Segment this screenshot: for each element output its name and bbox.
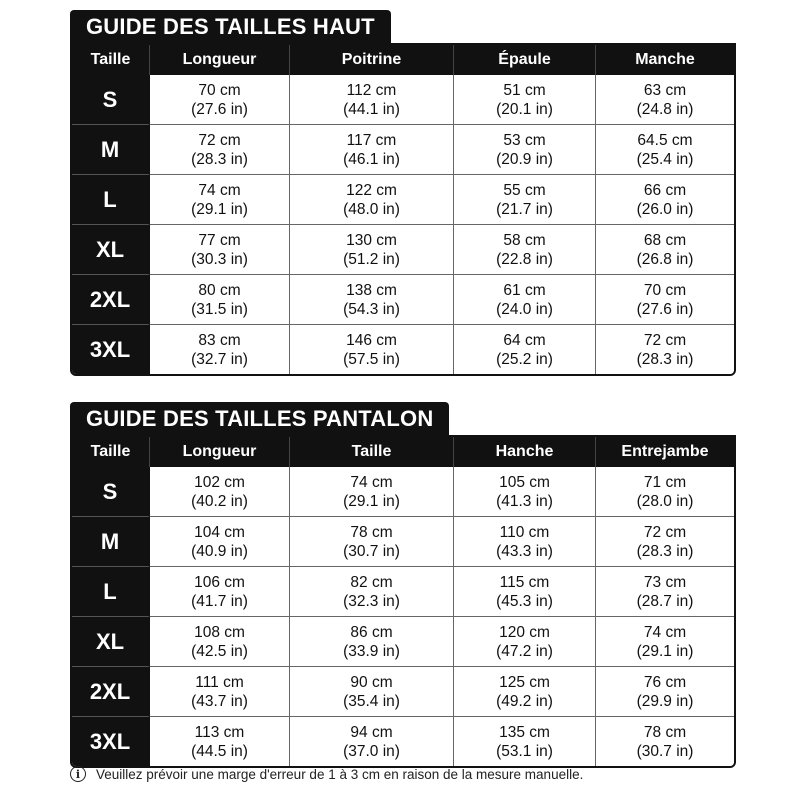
column-header: Poitrine (290, 45, 454, 75)
column-header: Taille (290, 437, 454, 467)
measurement-cm: 72 cm (643, 523, 687, 541)
size-label: 2XL (72, 275, 150, 325)
measurement-in: (20.1 in) (496, 100, 553, 118)
measurement-cm: 68 cm (643, 231, 687, 249)
measurement-cell (454, 467, 596, 517)
top-size-table (70, 43, 736, 376)
measurement-cell (454, 75, 596, 125)
column-header: Taille (72, 45, 150, 75)
measurement-in: (29.1 in) (636, 642, 694, 660)
measurement-cm: 70 cm (643, 281, 687, 299)
measurement-cell (454, 517, 596, 567)
measurement-in: (33.9 in) (343, 642, 400, 660)
measurement-cell (290, 717, 454, 766)
measurement-cell (150, 667, 290, 717)
measurement-cm: 112 cm (346, 81, 397, 99)
measurement-cm: 130 cm (346, 231, 397, 249)
measurement-cm: 58 cm (503, 231, 546, 249)
measurement-cm: 51 cm (503, 81, 546, 99)
measurement-in: (42.5 in) (191, 642, 248, 660)
measurement-cell (596, 225, 734, 275)
measurement-in: (24.8 in) (636, 100, 694, 118)
table-row (72, 717, 734, 766)
measurement-in: (47.2 in) (496, 642, 553, 660)
measurement-cm: 135 cm (499, 723, 550, 741)
measurement-cm: 104 cm (194, 523, 245, 541)
measurement-in: (29.1 in) (343, 492, 400, 510)
measurement-cell (596, 275, 734, 325)
measurement-cell (290, 275, 454, 325)
measurement-cell (150, 517, 290, 567)
size-label: L (72, 567, 150, 617)
measurement-cell (596, 717, 734, 766)
measurement-cell (290, 325, 454, 374)
measurement-in: (28.3 in) (636, 350, 694, 368)
measurement-in: (43.7 in) (191, 692, 248, 710)
table-row (72, 517, 734, 567)
table-row (72, 667, 734, 717)
measurement-in: (45.3 in) (496, 592, 553, 610)
measurement-in: (28.0 in) (636, 492, 694, 510)
measurement-cell (596, 175, 734, 225)
measurement-in: (53.1 in) (496, 742, 553, 760)
measurement-cell (290, 225, 454, 275)
measurement-in: (27.6 in) (636, 300, 694, 318)
measurement-cell (596, 325, 734, 374)
measurement-in: (28.7 in) (636, 592, 694, 610)
table-header-row (72, 437, 734, 467)
measurement-cm: 105 cm (499, 473, 550, 491)
measurement-note (70, 766, 583, 782)
measurement-in: (27.6 in) (191, 100, 248, 118)
measurement-cm: 108 cm (194, 623, 245, 641)
measurement-cell (454, 175, 596, 225)
column-header: Épaule (454, 45, 596, 75)
measurement-cm: 78 cm (350, 523, 393, 541)
measurement-cell (150, 175, 290, 225)
measurement-in: (22.8 in) (496, 250, 553, 268)
measurement-in: (32.7 in) (191, 350, 248, 368)
measurement-cm: 63 cm (643, 81, 687, 99)
measurement-cell (596, 567, 734, 617)
size-label: S (72, 467, 150, 517)
size-label: S (72, 75, 150, 125)
measurement-cm: 72 cm (198, 131, 241, 149)
measurement-in: (46.1 in) (343, 150, 400, 168)
table-row (72, 467, 734, 517)
measurement-cm: 74 cm (643, 623, 687, 641)
table-row (72, 225, 734, 275)
measurement-cell (150, 225, 290, 275)
measurement-cell (596, 667, 734, 717)
measurement-cell (290, 75, 454, 125)
measurement-cell (150, 125, 290, 175)
measurement-in: (40.9 in) (191, 542, 248, 560)
measurement-in: (28.3 in) (191, 150, 248, 168)
size-label: 3XL (72, 717, 150, 766)
size-label: L (72, 175, 150, 225)
measurement-cell (150, 717, 290, 766)
measurement-cm: 72 cm (643, 331, 687, 349)
column-header: Longueur (150, 45, 290, 75)
measurement-note-text: Veuillez prévoir une marge d'erreur de 1 à 3 cm en raison de la mesure manuelle. (96, 766, 584, 782)
measurement-cm: 117 cm (346, 131, 397, 149)
measurement-cm: 113 cm (194, 723, 245, 741)
measurement-in: (43.3 in) (496, 542, 553, 560)
column-header: Taille (72, 437, 150, 467)
column-header: Hanche (454, 437, 596, 467)
pants-size-guide (70, 402, 732, 768)
measurement-in: (32.3 in) (343, 592, 400, 610)
measurement-cell (290, 617, 454, 667)
measurement-in: (44.5 in) (191, 742, 248, 760)
measurement-in: (49.2 in) (496, 692, 553, 710)
measurement-cell (290, 125, 454, 175)
measurement-cell (290, 567, 454, 617)
measurement-cm: 110 cm (499, 523, 550, 541)
measurement-cell (454, 325, 596, 374)
table-row (72, 125, 734, 175)
measurement-in: (40.2 in) (191, 492, 248, 510)
measurement-cm: 74 cm (350, 473, 393, 491)
table-row (72, 567, 734, 617)
measurement-cm: 115 cm (499, 573, 550, 591)
measurement-cell (150, 467, 290, 517)
pants-size-guide-title: GUIDE DES TAILLES PANTALON (70, 402, 449, 435)
top-size-guide-title: GUIDE DES TAILLES HAUT (70, 10, 391, 43)
measurement-cm: 80 cm (198, 281, 241, 299)
measurement-in: (26.8 in) (636, 250, 694, 268)
column-header: Entrejambe (596, 437, 734, 467)
measurement-in: (31.5 in) (191, 300, 248, 318)
measurement-cm: 77 cm (198, 231, 241, 249)
measurement-cell (150, 567, 290, 617)
measurement-cm: 64.5 cm (637, 131, 693, 149)
measurement-in: (57.5 in) (343, 350, 400, 368)
measurement-cell (150, 275, 290, 325)
measurement-cm: 55 cm (503, 181, 546, 199)
measurement-in: (41.3 in) (496, 492, 553, 510)
pants-size-table (70, 435, 736, 768)
measurement-cell (454, 275, 596, 325)
measurement-in: (41.7 in) (191, 592, 248, 610)
measurement-cell (290, 175, 454, 225)
measurement-cm: 138 cm (346, 281, 397, 299)
measurement-in: (21.7 in) (496, 200, 553, 218)
measurement-cell (150, 617, 290, 667)
measurement-in: (28.3 in) (636, 542, 694, 560)
measurement-cell (454, 567, 596, 617)
size-label: M (72, 125, 150, 175)
top-size-guide (70, 10, 732, 376)
measurement-cell (150, 325, 290, 374)
measurement-in: (35.4 in) (343, 692, 400, 710)
measurement-cm: 102 cm (194, 473, 245, 491)
table-row (72, 617, 734, 667)
column-header: Longueur (150, 437, 290, 467)
measurement-cell (150, 75, 290, 125)
measurement-cell (596, 517, 734, 567)
measurement-cell (596, 617, 734, 667)
size-label: XL (72, 225, 150, 275)
table-row (72, 275, 734, 325)
measurement-in: (54.3 in) (343, 300, 400, 318)
measurement-in: (48.0 in) (343, 200, 400, 218)
measurement-in: (44.1 in) (343, 100, 400, 118)
measurement-cm: 76 cm (643, 673, 687, 691)
table-header-row (72, 45, 734, 75)
measurement-cell (454, 617, 596, 667)
measurement-in: (30.7 in) (636, 742, 694, 760)
measurement-in: (30.3 in) (191, 250, 248, 268)
measurement-cm: 71 cm (643, 473, 687, 491)
measurement-in: (29.9 in) (636, 692, 694, 710)
table-row (72, 175, 734, 225)
measurement-in: (37.0 in) (343, 742, 400, 760)
measurement-in: (24.0 in) (496, 300, 553, 318)
measurement-cell (454, 225, 596, 275)
measurement-cm: 125 cm (499, 673, 550, 691)
measurement-cell (596, 467, 734, 517)
table-row (72, 325, 734, 374)
measurement-cm: 106 cm (194, 573, 245, 591)
measurement-cm: 120 cm (499, 623, 550, 641)
measurement-cm: 83 cm (198, 331, 241, 349)
measurement-cm: 90 cm (350, 673, 393, 691)
size-label: 3XL (72, 325, 150, 374)
measurement-cm: 82 cm (350, 573, 393, 591)
size-label: 2XL (72, 667, 150, 717)
measurement-cell (596, 75, 734, 125)
measurement-cm: 64 cm (503, 331, 546, 349)
measurement-in: (29.1 in) (191, 200, 248, 218)
measurement-cm: 86 cm (350, 623, 393, 641)
measurement-cm: 66 cm (643, 181, 687, 199)
measurement-in: (20.9 in) (496, 150, 553, 168)
measurement-in: (26.0 in) (636, 200, 694, 218)
measurement-cell (454, 667, 596, 717)
table-row (72, 75, 734, 125)
measurement-cell (454, 125, 596, 175)
measurement-cell (454, 717, 596, 766)
measurement-in: (25.4 in) (636, 150, 694, 168)
measurement-cell (596, 125, 734, 175)
measurement-cm: 78 cm (643, 723, 687, 741)
measurement-cm: 74 cm (198, 181, 241, 199)
measurement-cell (290, 667, 454, 717)
measurement-cm: 122 cm (346, 181, 397, 199)
measurement-cell (290, 467, 454, 517)
measurement-cm: 94 cm (350, 723, 393, 741)
measurement-in: (25.2 in) (496, 350, 553, 368)
measurement-cm: 73 cm (643, 573, 687, 591)
measurement-in: (51.2 in) (343, 250, 400, 268)
size-label: XL (72, 617, 150, 667)
measurement-cm: 111 cm (195, 673, 244, 691)
measurement-cm: 146 cm (346, 331, 397, 349)
size-label: M (72, 517, 150, 567)
measurement-in: (30.7 in) (343, 542, 400, 560)
measurement-cm: 61 cm (503, 281, 546, 299)
measurement-cm: 53 cm (503, 131, 546, 149)
measurement-cell (290, 517, 454, 567)
info-icon: i (70, 766, 86, 782)
column-header: Manche (596, 45, 734, 75)
measurement-cm: 70 cm (198, 81, 241, 99)
